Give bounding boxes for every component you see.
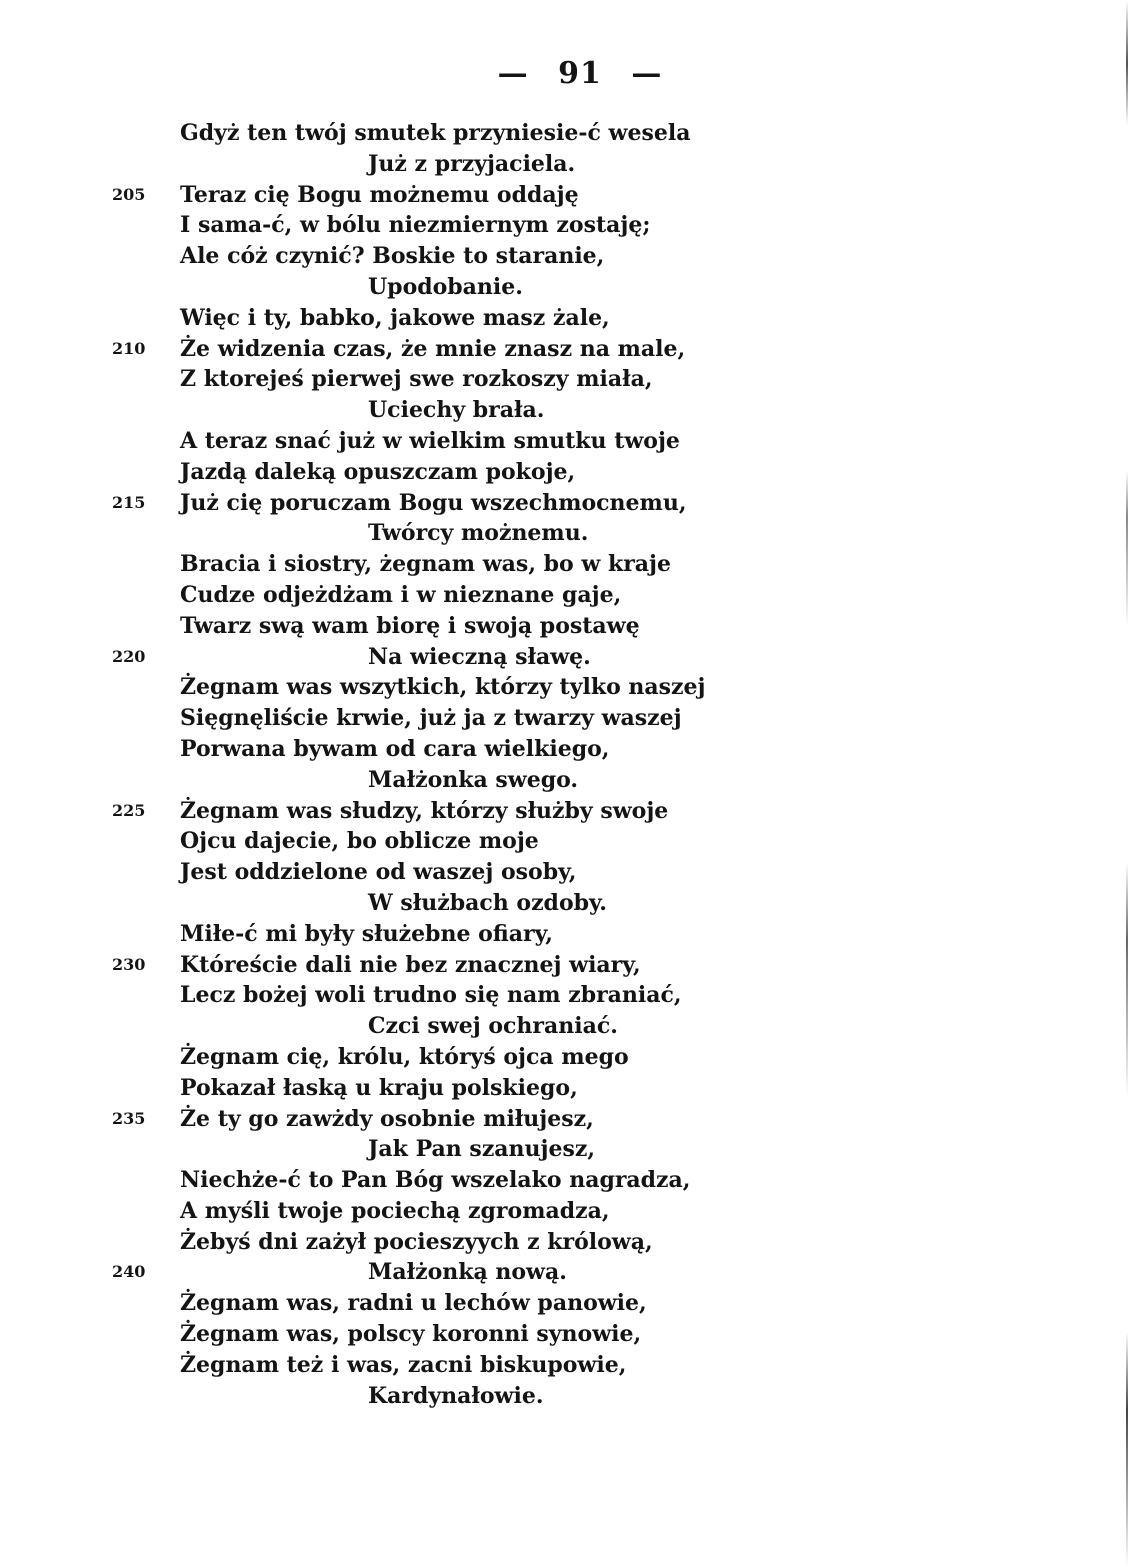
verse-line — [0, 1227, 1140, 1258]
line-number: 205 — [112, 184, 146, 204]
verse-line — [0, 857, 1140, 888]
line-text: Twarz swą wam biorę i swoją postawę — [180, 612, 640, 639]
line-text: Upodobanie. — [368, 273, 523, 300]
line-text: Czci swej ochraniać. — [368, 1013, 618, 1040]
refrain-line — [0, 888, 1140, 919]
verse-line — [0, 734, 1140, 765]
line-text: Bracia i siostry, żegnam was, bo w kraje — [180, 551, 671, 578]
refrain-line — [0, 272, 1140, 303]
line-text: Jest oddzielone od waszej osoby, — [180, 859, 577, 886]
line-number: 230 — [112, 954, 146, 974]
verse-line — [0, 334, 1140, 365]
refrain-line — [0, 1257, 1140, 1288]
line-number: 215 — [112, 492, 146, 512]
verse-line — [0, 826, 1140, 857]
verse-line — [0, 1073, 1140, 1104]
refrain-line — [0, 1011, 1140, 1042]
verse-line — [0, 672, 1140, 703]
line-text: Teraz cię Bogu możnemu oddaję — [180, 181, 579, 208]
verse-line — [0, 303, 1140, 334]
line-text: W służbach ozdoby. — [368, 889, 607, 916]
verse-line — [0, 488, 1140, 519]
verse-line — [0, 180, 1140, 211]
line-text: Z ktorejeś pierwej swe rozkoszy miała, — [180, 366, 653, 393]
verse-line — [0, 1319, 1140, 1350]
verse-line — [0, 1104, 1140, 1135]
verse-line — [0, 1165, 1140, 1196]
page-number: 91 — [558, 56, 602, 91]
line-text: Lecz bożej woli trudno się nam zbraniać, — [180, 982, 682, 1009]
line-text: Cudze odjeżdżam i w nieznane gaje, — [180, 581, 622, 608]
refrain-line — [0, 1134, 1140, 1165]
line-text: Niechże-ć to Pan Bóg wszelako nagradza, — [180, 1167, 691, 1194]
page-edge — [1126, 0, 1128, 1567]
line-text: Twórcy możnemu. — [368, 520, 589, 547]
verse-line — [0, 919, 1140, 950]
line-text: Żegnam was, polscy koronni synowie, — [180, 1321, 642, 1348]
verse-line — [0, 426, 1140, 457]
line-text: Już z przyjaciela. — [368, 150, 576, 177]
line-text: Jak Pan szanujesz, — [368, 1136, 596, 1163]
line-text: Żegnam was słudzy, którzy służby swoje — [180, 797, 669, 824]
verse-line — [0, 210, 1140, 241]
verse-line — [0, 1288, 1140, 1319]
line-text: Porwana bywam od cara wielkiego, — [180, 735, 610, 762]
line-text: Miłe-ć mi były służebne ofiary, — [180, 920, 553, 947]
refrain-line — [0, 518, 1140, 549]
line-text: Małżonką nową. — [368, 1259, 567, 1286]
line-text: Że widzenia czas, że mnie znasz na male, — [180, 335, 686, 362]
line-text: Że ty go zawżdy osobnie miłujesz, — [180, 1105, 594, 1132]
line-text: Ale cóż czynić? Boskie to staranie, — [180, 243, 605, 270]
line-text: Więc i ty, babko, jakowe masz żale, — [180, 304, 610, 331]
line-number: 240 — [112, 1262, 146, 1282]
line-text: Jazdą daleką opuszczam pokoje, — [180, 458, 576, 485]
verse-line — [0, 611, 1140, 642]
line-text: Uciechy brała. — [368, 397, 545, 424]
line-text: Małżonka swego. — [368, 766, 579, 793]
line-number: 235 — [112, 1108, 146, 1128]
poem-body — [0, 118, 1140, 1411]
refrain-line — [0, 395, 1140, 426]
line-text: Któreście dali nie bez znacznej wiary, — [180, 951, 641, 978]
verse-line — [0, 1350, 1140, 1381]
verse-line — [0, 980, 1140, 1011]
line-number: 225 — [112, 800, 146, 820]
refrain-line — [0, 149, 1140, 180]
verse-line — [0, 950, 1140, 981]
line-text: A teraz snać już w wielkim smutku twoje — [180, 427, 680, 454]
line-text: Żegnam też i was, zacni biskupowie, — [180, 1351, 627, 1378]
line-text: Gdyż ten twój smutek przyniesie-ć wesela — [180, 120, 691, 146]
line-number: 220 — [112, 646, 146, 666]
verse-line — [0, 118, 1140, 149]
line-text: Pokazał łaską u kraju polskiego, — [180, 1074, 578, 1101]
line-number: 210 — [112, 338, 146, 358]
verse-line — [0, 241, 1140, 272]
line-text: Na wieczną sławę. — [368, 643, 591, 670]
refrain-line — [0, 765, 1140, 796]
line-text: A myśli twoje pociechą zgromadza, — [180, 1197, 610, 1224]
verse-line — [0, 457, 1140, 488]
refrain-line — [0, 1381, 1140, 1412]
line-text: Żebyś dni zażył pocieszyych z królową, — [180, 1228, 653, 1255]
verse-line — [0, 1196, 1140, 1227]
line-text: Sięgnęliście krwie, już ja z twarzy waszej — [180, 705, 682, 732]
verse-line — [0, 1042, 1140, 1073]
line-text: Kardynałowie. — [368, 1382, 544, 1409]
verse-line — [0, 703, 1140, 734]
header-dash-right: — — [631, 56, 663, 91]
line-text: Żegnam was wszytkich, którzy tylko naszej — [180, 674, 706, 701]
refrain-line — [0, 642, 1140, 673]
line-text: Już cię poruczam Bogu wszechmocnemu, — [180, 489, 687, 516]
verse-line — [0, 580, 1140, 611]
line-text: Żegnam was, radni u lechów panowie, — [180, 1290, 647, 1317]
line-text: I sama-ć, w bólu niezmiernym zostaję; — [180, 212, 651, 239]
line-text: Żegnam cię, królu, któryś ojca mego — [180, 1043, 629, 1070]
verse-line — [0, 549, 1140, 580]
line-text: Ojcu dajecie, bo oblicze moje — [180, 828, 539, 855]
header-dash-left: — — [497, 56, 529, 91]
page-header — [0, 56, 1140, 91]
verse-line — [0, 364, 1140, 395]
verse-line — [0, 796, 1140, 827]
